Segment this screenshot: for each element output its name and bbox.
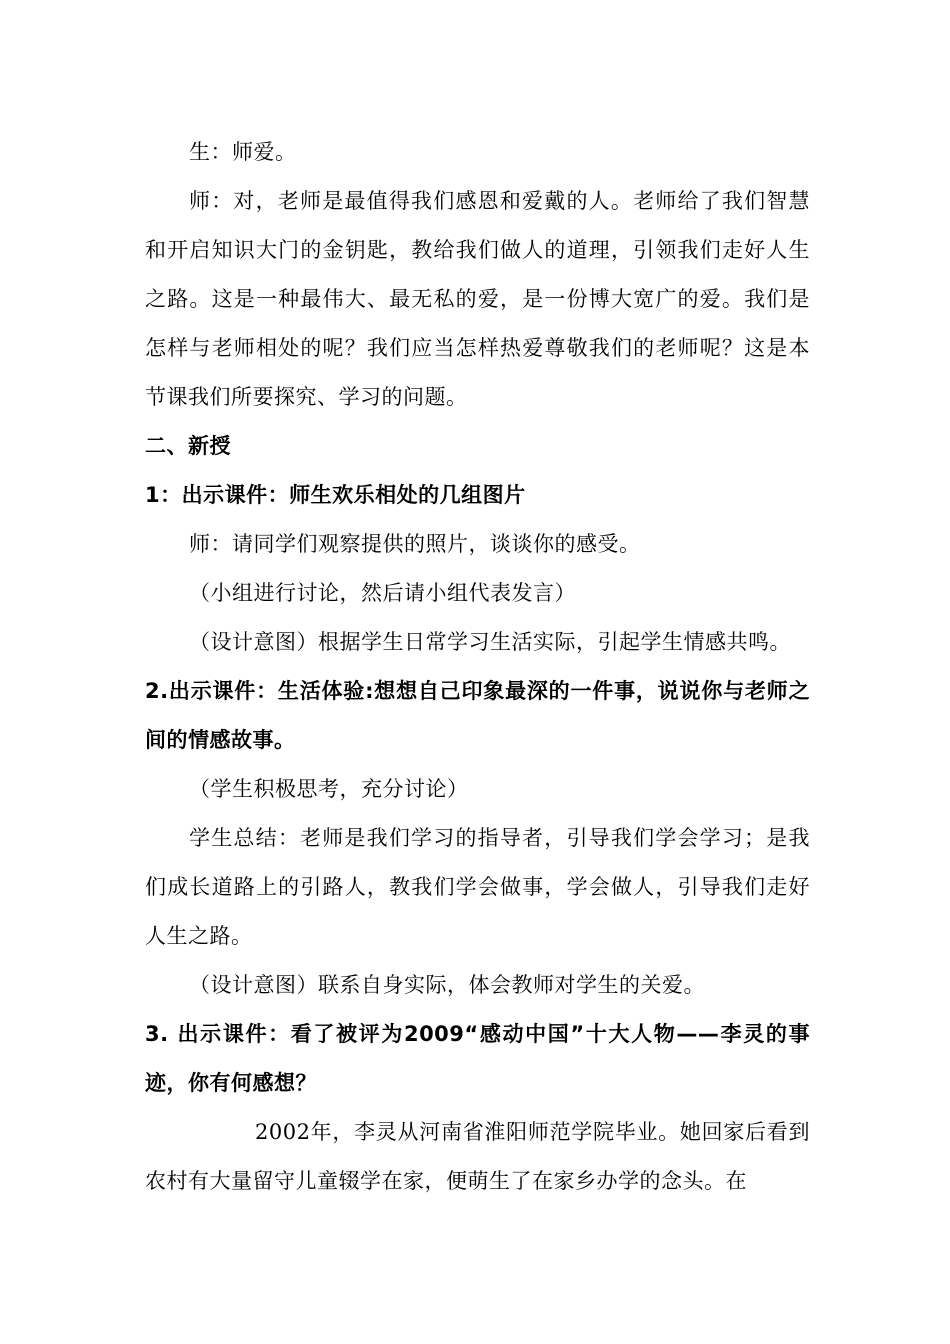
paragraph-design-intent-2: （设计意图）联系自身实际，体会教师对学生的关爱。 bbox=[189, 973, 705, 997]
step-heading-1: 1：出示课件：师生欢乐相处的几组图片 bbox=[145, 483, 526, 507]
paragraph-group-discussion: （小组进行讨论，然后请小组代表发言） bbox=[189, 581, 576, 605]
paragraph-li-ling-story: 2002年，李灵从河南省淮阳师范学院毕业。她回家后看到农村有大量留守儿童辍学在家，便萌生了在家乡办学的念头。在 bbox=[145, 1120, 810, 1193]
document-body bbox=[145, 128, 810, 1206]
step-heading-3: 3. 出示课件：看了被评为2009“感动中国”十大人物——李灵的事迹，你有何感想？ bbox=[145, 1022, 810, 1095]
paragraph-student-summary: 学生总结：老师是我们学习的指导者，引导我们学会学习；是我们成长道路上的引路人，教我们学会做事，学会做人，引导我们走好人生之路。 bbox=[145, 826, 810, 948]
paragraph-teacher-intro: 师：对，老师是最值得我们感恩和爱戴的人。老师给了我们智慧和开启知识大门的金钥匙，教给我们做人的道理，引领我们走好人生之路。这是一种最伟大、最无私的爱，是一份博大宽广的爱。我们是怎样与老师相处的呢？我们应当怎样热爱尊敬我们的老师呢？这是本节课我们所要探究、学习的问题。 bbox=[145, 189, 810, 409]
section-heading-new-lesson: 二、新授 bbox=[145, 434, 231, 458]
paragraph-design-intent-1: （设计意图）根据学生日常学习生活实际，引起学生情感共鸣。 bbox=[189, 630, 791, 654]
paragraph-student-answer: 生：师爱。 bbox=[189, 140, 297, 164]
step-heading-2: 2.出示课件：生活体验:想想自己印象最深的一件事，说说你与老师之间的情感故事。 bbox=[145, 679, 810, 752]
paragraph-teacher-prompt: 师：请同学们观察提供的照片，谈谈你的感受。 bbox=[189, 532, 641, 556]
paragraph-student-thinking: （学生积极思考，充分讨论） bbox=[189, 777, 469, 801]
